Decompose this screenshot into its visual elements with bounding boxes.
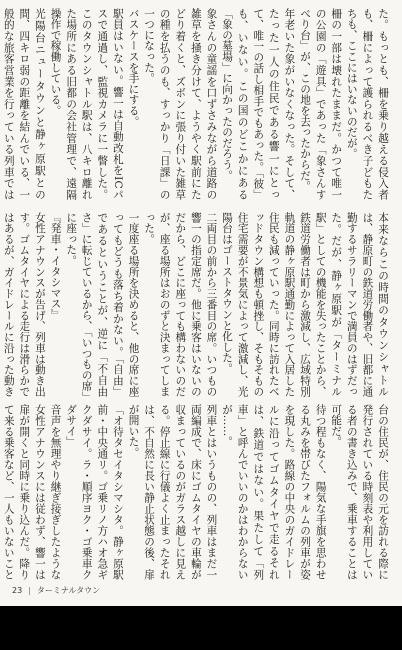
paragraph: 音声を無理やり継ぎ接ぎしたような女性アナウンスには従わず、響一は扉が開くと同時に乗り込んだ。降りて来る乗客など、一人もいないこと (2, 404, 62, 580)
paragraph: 一度座る場所を決めると、他の席に座ってもどうも落ち着かない。「自由」であるということが、逆に「不自由さ」に転じているから、「いつもの席」に座った。 (65, 212, 140, 397)
page-footer (12, 585, 100, 596)
running-title: ターミナルタウン (36, 586, 101, 595)
paragraph: 列車とはいうものの、列車はまだ一両編成で、床にゴムタイヤの車輪が収まっているのがガラス越しに見える。停止線に行儀よく止まったそれは、不自然に長い静止状態の後、扉が開いた。 (127, 404, 218, 580)
paragraph: 光陽台ニュータウンと静ヶ原駅との間、四キロ弱の距離を結んでいる、一般的な旅客営業を行っている列車では (2, 8, 46, 200)
footer-separator: | (28, 586, 31, 595)
text-block-bottom (2, 404, 390, 580)
paragraph: 『発車・イタシマス』 (49, 212, 62, 320)
paragraph: 「オ待タセイタシマシタ。静ヶ原駅前・中央通リ。ゴ乗リノ方ハオ急ギクダサイ。ラ・順序ヨク・ゴ乗車クダサイ」 (65, 404, 124, 580)
paragraph: 台の住民が、住民の元を訪れる際に発行されている時刻表や利用している者の書き込みで、乗車することは可能だ。 (330, 404, 389, 580)
paragraph: 象さんの童謡を口ずさみながら道路の雑草を掻き分けて、ようやく駅前にたどり着くと、ズボンに張り付いた雑草の種を払うのも、すっかり「日課」の一つになった。 (143, 8, 218, 200)
paragraph: た。もっとも、柵を乗り越える侵入者も、柵によって護られるべき子どもたちも、ここにはいないのだが。 (345, 8, 389, 200)
text-block-middle (2, 212, 390, 397)
paragraph: 本来ならこの時間のタウンシャトルは、静原町の鉄道労働者や、旧都に通勤するサラリーマンで満員のはずだった。だが、静ヶ原駅が「ターミナル駅」としての機能を失ったことから、鉄道労働者は町から激減し、広域特別軌道の静ヶ原駅通勤によって入居した住民も減っていった。同時に訪れたベッドタウン構想も頓挫し、そもそもの住宅需要が不景気によって激減し、光陽台はゴーストタウンと化した。 (221, 212, 389, 397)
paragraph: 駅員はいない。響一は自動改札をICパスで通過し、監視カメラに一瞥した。このタウンシャトル駅は、八キロ離れた場所にある旧都の会社管理で、遠隔操作で稼働している。 (49, 8, 124, 200)
paragraph: 柵の一部は壊れたままだ。かつて唯一の公園の「遊具」であった「象さんすべり台」が、この地を去ったからだ。 (299, 8, 343, 200)
page-number: 23 (12, 586, 23, 595)
scan-border (0, 606, 402, 650)
paragraph: 女性アナウンスが告げ、列車は動き出す。ゴムタイヤによる走行は滑らかではあるが、ガイドレールに沿った動き (2, 212, 46, 397)
paragraph: 年老いた象がいなくなった。そして、たった一人の住民である響一にとって、唯一の話し相手でもあった。「彼」も、いない。この国のどこかにある「象の墓場」に向かったのだろう。 (221, 8, 296, 200)
paragraph: バスケースを手にする。 (127, 8, 140, 127)
paragraph: 待つ程もなく、陽気な手旗を思わせる丸みを帯びたフォルムの列車が姿を現した。路線の中央のガイドレールに沿ってゴムタイヤで走るそれは、鉄道ではない。果たして「列車」と呼んでいいのかはわからないが……。 (221, 404, 327, 580)
text-block-top (2, 8, 390, 200)
paragraph: 二両目の前から三番目の席。いつもの響一の指定席だ。他に乗客はいないのだから、どこに座っても構わないのだが、座る場所はおのずと決まってしまった。 (143, 212, 218, 397)
